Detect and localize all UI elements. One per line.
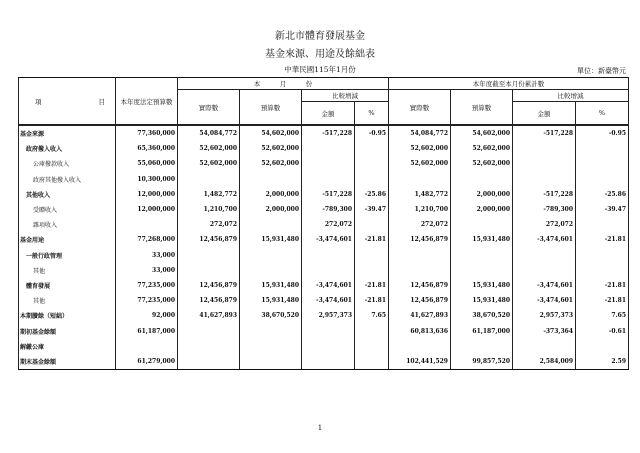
ytd-amount-cell: -373,364 <box>513 323 576 338</box>
month-actual-cell: 12,456,879 <box>178 293 240 308</box>
ytd-amount-cell: 272,072 <box>513 217 576 232</box>
ytd-pct-cell: -21.81 <box>576 278 629 293</box>
ytd-budget-cell: 15,931,480 <box>451 232 513 247</box>
ytd-actual-cell: 102,441,529 <box>389 354 451 370</box>
page-number: 1 <box>317 424 323 432</box>
ytd-budget-cell: 15,931,480 <box>451 278 513 293</box>
ytd-budget-cell <box>451 339 513 354</box>
ytd-budget-cell: 15,931,480 <box>451 293 513 308</box>
month-amount-cell: -3,474,601 <box>302 278 355 293</box>
ytd-budget-cell <box>451 172 513 187</box>
month-pct-cell: -21.81 <box>355 293 389 308</box>
month-budget-cell <box>240 172 302 187</box>
table-row <box>19 354 629 370</box>
row-label: 一般行政管理 <box>19 248 116 263</box>
ytd-pct-cell: 2.59 <box>576 354 629 370</box>
month-pct-cell <box>355 141 389 156</box>
month-pct-cell: -25.86 <box>355 187 389 202</box>
ytd-budget-cell: 2,000,000 <box>451 202 513 217</box>
month-actual-cell <box>178 263 240 278</box>
ytd-pct-cell <box>576 172 629 187</box>
row-label: 其他收入 <box>19 187 116 202</box>
month-actual-cell <box>178 248 240 263</box>
ytd-amount-cell: 2,957,373 <box>513 308 576 323</box>
month-budget-cell <box>240 217 302 232</box>
table-row <box>19 232 629 247</box>
table-row <box>19 293 629 308</box>
month-actual-cell <box>178 339 240 354</box>
ytd-budget-cell: 38,670,520 <box>451 308 513 323</box>
ytd-actual-header: 實際數 <box>389 90 451 126</box>
month-pct-cell: -0.95 <box>355 125 389 141</box>
ytd-amount-cell: -517,228 <box>513 125 576 141</box>
ytd-actual-cell <box>389 172 451 187</box>
ytd-amount-cell: -3,474,601 <box>513 232 576 247</box>
legal-budget-cell: 92,000 <box>116 308 178 323</box>
table-row <box>19 323 629 338</box>
item-header-left: 項 <box>35 97 42 106</box>
row-label: 政府撥入收入 <box>19 141 116 156</box>
month-pct-cell: -21.81 <box>355 278 389 293</box>
month-group-header: 本 月 份 <box>178 78 389 90</box>
ytd-amount-cell: -517,228 <box>513 187 576 202</box>
month-pct-cell <box>355 323 389 338</box>
ytd-actual-cell: 12,456,879 <box>389 293 451 308</box>
month-actual-cell: 1,210,700 <box>178 202 240 217</box>
month-actual-header: 實際數 <box>178 90 240 126</box>
legal-budget-cell: 65,360,000 <box>116 141 178 156</box>
legal-budget-cell: 77,235,000 <box>116 293 178 308</box>
month-budget-cell <box>240 248 302 263</box>
month-budget-cell: 38,670,520 <box>240 308 302 323</box>
ytd-pct-cell: -25.86 <box>576 187 629 202</box>
org-title: 新北市體育發展基金 <box>275 31 365 42</box>
legal-budget-cell: 12,000,000 <box>116 187 178 202</box>
ytd-pct-cell <box>576 339 629 354</box>
ytd-actual-cell: 12,456,879 <box>389 232 451 247</box>
ytd-amount-cell <box>513 172 576 187</box>
table-row <box>19 125 629 141</box>
month-budget-header: 預算數 <box>240 90 302 126</box>
row-label: 本期賸餘（短絀） <box>19 308 116 323</box>
month-pct-cell <box>355 354 389 370</box>
table-row <box>19 156 629 171</box>
ytd-actual-cell: 12,456,879 <box>389 278 451 293</box>
report-title: 基金來源、用途及餘絀表 <box>265 49 375 60</box>
month-actual-cell <box>178 323 240 338</box>
ytd-pct-cell <box>576 156 629 171</box>
legal-budget-cell: 77,360,000 <box>116 125 178 141</box>
row-label: 雜項收入 <box>19 217 116 232</box>
legal-budget-cell: 33,000 <box>116 248 178 263</box>
ytd-actual-cell: 60,813,636 <box>389 323 451 338</box>
ytd-budget-cell: 99,857,520 <box>451 354 513 370</box>
ytd-amount-cell <box>513 141 576 156</box>
month-amount-cell: -3,474,601 <box>302 293 355 308</box>
month-actual-cell: 12,456,879 <box>178 232 240 247</box>
table-row <box>19 187 629 202</box>
legal-budget-cell: 77,235,000 <box>116 278 178 293</box>
table-row <box>19 217 629 232</box>
ytd-budget-cell <box>451 263 513 278</box>
month-budget-cell <box>240 339 302 354</box>
month-amount-cell <box>302 172 355 187</box>
month-amount-cell: -517,228 <box>302 187 355 202</box>
month-actual-cell: 12,456,879 <box>178 278 240 293</box>
ytd-compare-header: 比較增減 <box>513 90 629 102</box>
month-pct-cell: -21.81 <box>355 232 389 247</box>
item-header <box>19 78 116 126</box>
month-compare-header: 比較增減 <box>302 90 389 102</box>
ytd-pct-cell <box>576 217 629 232</box>
month-amount-cell <box>302 323 355 338</box>
ytd-group-header: 本年度截至本月份累計數 <box>389 78 629 90</box>
ytd-pct-cell <box>576 141 629 156</box>
month-actual-cell <box>178 172 240 187</box>
month-pct-cell: 7.65 <box>355 308 389 323</box>
legal-budget-cell: 10,300,000 <box>116 172 178 187</box>
month-pct-header: % <box>355 102 389 126</box>
month-pct-cell <box>355 156 389 171</box>
month-actual-cell: 54,084,772 <box>178 125 240 141</box>
month-budget-cell: 15,931,480 <box>240 232 302 247</box>
legal-budget-cell: 33,000 <box>116 263 178 278</box>
ytd-actual-cell: 1,210,700 <box>389 202 451 217</box>
ytd-pct-cell: -21.81 <box>576 293 629 308</box>
ytd-pct-cell <box>576 263 629 278</box>
month-pct-cell <box>355 217 389 232</box>
month-budget-cell <box>240 354 302 370</box>
ytd-budget-cell: 54,602,000 <box>451 125 513 141</box>
month-amount-cell <box>302 354 355 370</box>
month-budget-cell: 52,602,000 <box>240 156 302 171</box>
month-actual-cell: 52,602,000 <box>178 141 240 156</box>
ytd-amount-cell <box>513 248 576 263</box>
row-label: 公庫撥款收入 <box>19 156 116 171</box>
month-budget-cell: 15,931,480 <box>240 278 302 293</box>
ytd-actual-cell <box>389 263 451 278</box>
row-label: 其他 <box>19 293 116 308</box>
ytd-pct-cell <box>576 248 629 263</box>
currency-unit: 單位：新臺幣元 <box>577 67 626 75</box>
month-amount-cell: -789,300 <box>302 202 355 217</box>
ytd-amount-cell <box>513 339 576 354</box>
month-budget-cell: 52,602,000 <box>240 141 302 156</box>
month-actual-cell: 52,602,000 <box>178 156 240 171</box>
ytd-pct-cell: -21.81 <box>576 232 629 247</box>
ytd-budget-header: 預算數 <box>451 90 513 126</box>
ytd-actual-cell: 52,602,000 <box>389 156 451 171</box>
row-label: 期初基金餘額 <box>19 323 116 338</box>
month-pct-cell <box>355 172 389 187</box>
month-budget-cell: 15,931,480 <box>240 293 302 308</box>
row-label: 政府其他撥入收入 <box>19 172 116 187</box>
month-pct-cell <box>355 339 389 354</box>
month-pct-cell <box>355 248 389 263</box>
legal-budget-cell <box>116 339 178 354</box>
legal-budget-cell: 77,268,000 <box>116 232 178 247</box>
month-amount-cell <box>302 141 355 156</box>
ytd-actual-cell: 1,482,772 <box>389 187 451 202</box>
ytd-pct-cell: -0.95 <box>576 125 629 141</box>
month-budget-cell: 2,000,000 <box>240 187 302 202</box>
ytd-pct-cell: -39.47 <box>576 202 629 217</box>
table-row <box>19 141 629 156</box>
table-row <box>19 339 629 354</box>
month-actual-cell: 272,072 <box>178 217 240 232</box>
month-budget-cell: 2,000,000 <box>240 202 302 217</box>
ytd-pct-header: % <box>576 102 629 126</box>
month-amount-cell: -517,228 <box>302 125 355 141</box>
ytd-amount-cell: -789,300 <box>513 202 576 217</box>
ytd-budget-cell: 61,187,000 <box>451 323 513 338</box>
month-amount-cell <box>302 156 355 171</box>
month-amount-cell: 2,957,373 <box>302 308 355 323</box>
month-amount-cell: -3,474,601 <box>302 232 355 247</box>
month-pct-cell <box>355 263 389 278</box>
table-row <box>19 278 629 293</box>
month-budget-cell <box>240 323 302 338</box>
table-body <box>19 125 629 370</box>
row-label: 受贈收入 <box>19 202 116 217</box>
month-amount-cell <box>302 339 355 354</box>
table-row <box>19 263 629 278</box>
table-row <box>19 308 629 323</box>
legal-budget-cell: 61,279,000 <box>116 354 178 370</box>
table-row <box>19 202 629 217</box>
ytd-actual-cell <box>389 339 451 354</box>
ytd-amount-cell <box>513 156 576 171</box>
table-row <box>19 248 629 263</box>
legal-budget-cell: 55,060,000 <box>116 156 178 171</box>
ytd-budget-cell: 52,602,000 <box>451 156 513 171</box>
ytd-actual-cell: 52,602,000 <box>389 141 451 156</box>
legal-budget-cell <box>116 217 178 232</box>
ytd-pct-cell: 7.65 <box>576 308 629 323</box>
ytd-budget-cell: 2,000,000 <box>451 187 513 202</box>
row-label: 體育發展 <box>19 278 116 293</box>
month-actual-cell: 41,627,893 <box>178 308 240 323</box>
row-label: 其他 <box>19 263 116 278</box>
ytd-budget-cell: 52,602,000 <box>451 141 513 156</box>
month-amount-cell: 272,072 <box>302 217 355 232</box>
ytd-budget-cell <box>451 217 513 232</box>
ytd-actual-cell: 41,627,893 <box>389 308 451 323</box>
legal-budget-cell: 61,187,000 <box>116 323 178 338</box>
ytd-pct-cell: -0.61 <box>576 323 629 338</box>
month-pct-cell: -39.47 <box>355 202 389 217</box>
row-label: 基金來源 <box>19 125 116 141</box>
ytd-actual-cell <box>389 248 451 263</box>
ytd-amount-cell: 2,584,009 <box>513 354 576 370</box>
row-label: 期末基金餘額 <box>19 354 116 370</box>
financial-table <box>18 77 629 370</box>
month-amount-cell <box>302 248 355 263</box>
item-header-right: 目 <box>98 97 105 106</box>
month-budget-cell <box>240 263 302 278</box>
ytd-amount-cell <box>513 263 576 278</box>
legal-budget-header: 本年度法定預算數 <box>116 78 178 126</box>
ytd-amount-header: 金額 <box>513 102 576 126</box>
ytd-actual-cell: 272,072 <box>389 217 451 232</box>
month-actual-cell <box>178 354 240 370</box>
month-actual-cell: 1,482,772 <box>178 187 240 202</box>
report-period: 中華民國115年1月份 <box>284 65 356 74</box>
month-amount-cell <box>302 263 355 278</box>
row-label: 基金用途 <box>19 232 116 247</box>
row-label: 解繳公庫 <box>19 339 116 354</box>
ytd-amount-cell: -3,474,601 <box>513 293 576 308</box>
table-row <box>19 172 629 187</box>
month-amount-header: 金額 <box>302 102 355 126</box>
ytd-actual-cell: 54,084,772 <box>389 125 451 141</box>
ytd-budget-cell <box>451 248 513 263</box>
legal-budget-cell: 12,000,000 <box>116 202 178 217</box>
month-budget-cell: 54,602,000 <box>240 125 302 141</box>
ytd-amount-cell: -3,474,601 <box>513 278 576 293</box>
